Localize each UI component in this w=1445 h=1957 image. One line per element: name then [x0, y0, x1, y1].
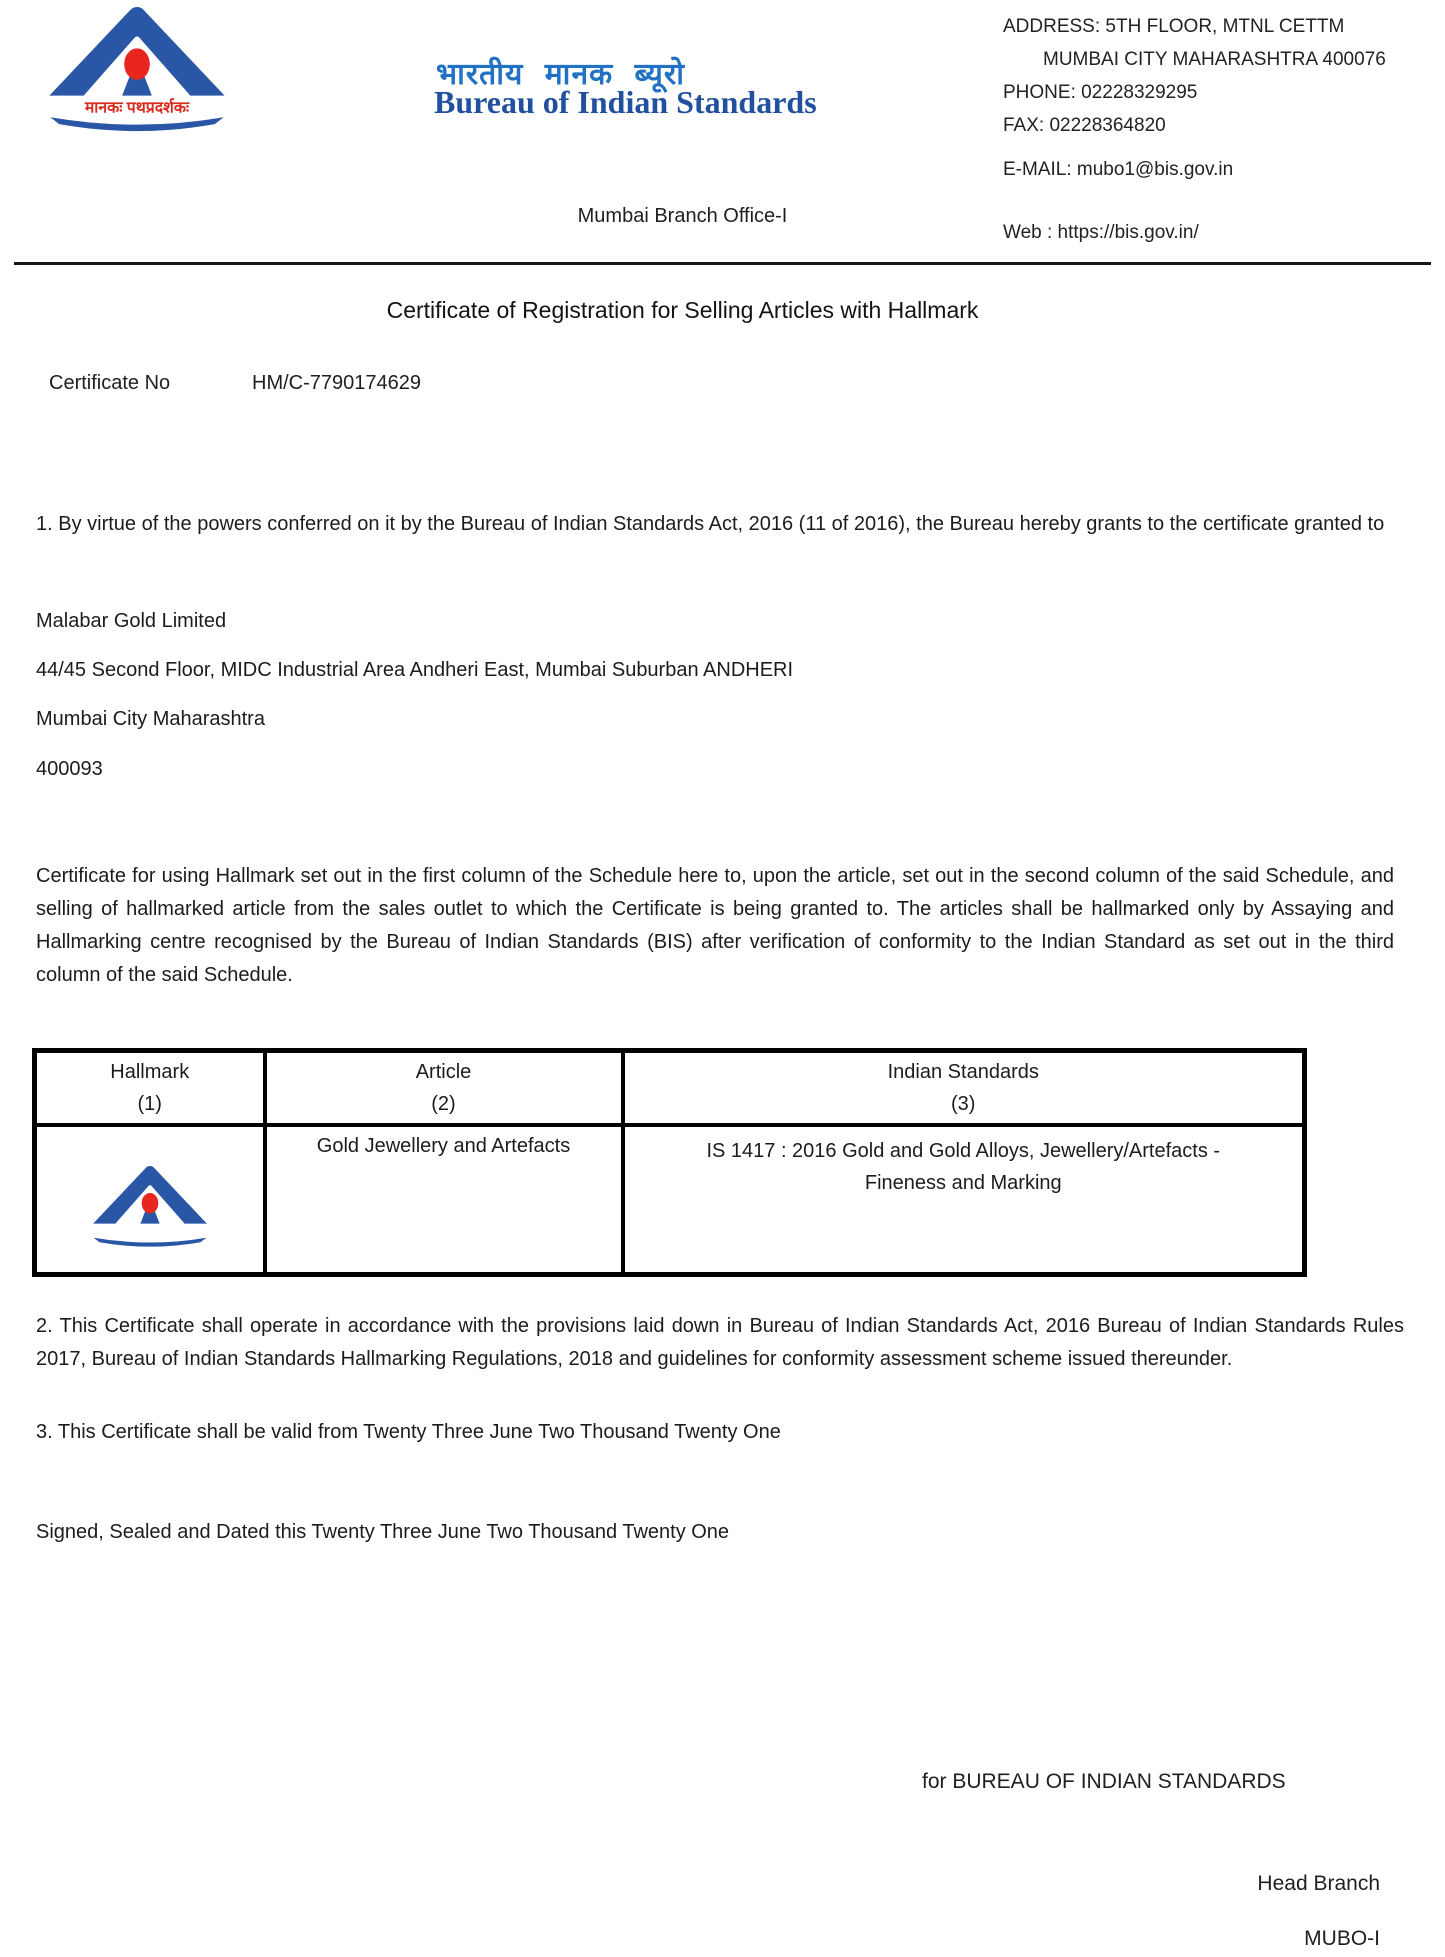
hallmark-cell [35, 1125, 265, 1275]
header-hallmark-number: (1) [137, 1092, 162, 1115]
contact-email: E-MAIL: mubo1@bis.gov.in [1003, 159, 1234, 180]
contact-fax: FAX: 02228364820 [1003, 115, 1166, 136]
schedule-header-standards [623, 1051, 1305, 1125]
page-title: Certificate of Registration for Selling Articles with Hallmark [386, 297, 979, 323]
grantee-pincode: 400093 [36, 758, 103, 780]
schedule-data-row [35, 1125, 1305, 1275]
contact-address-line2: MUMBAI CITY MAHARASHTRA 400076 [1043, 49, 1386, 70]
schedule-header-hallmark [35, 1051, 265, 1125]
header-hallmark-label: Hallmark [110, 1060, 190, 1083]
schedule-table [32, 1048, 1307, 1277]
header-article-label: Article [415, 1060, 472, 1083]
org-name-hindi: भारतीय मानक ब्यूरो [436, 58, 685, 91]
grantee-address-line1: 44/45 Second Floor, MIDC Industrial Area Andheri East, Mumbai Suburban ANDHERI [36, 659, 794, 681]
clause-3: 3. This Certificate shall be valid from Twenty Three June Two Thousand Twenty One [36, 1421, 781, 1443]
certificate-no-value: HM/C-7790174629 [252, 372, 421, 394]
branch-office: Mumbai Branch Office-I [577, 205, 788, 227]
indian-standard-cell: IS 1417 : 2016 Gold and Gold Alloys, Jewellery/Artefacts - Fineness and Marking [623, 1125, 1305, 1275]
header-article-number: (2) [431, 1092, 456, 1115]
contact-web: Web : https://bis.gov.in/ [1003, 222, 1199, 243]
clause-2: 2. This Certificate shall operate in accordance with the provisions laid down in Bureau of Indian Standards Act, 2016 Bureau of Indian Standards Rules 2017, Bureau of Indian Standards Hallmarking Regulations, 2018 and guidelines for conformity assessment scheme issued thereunder. [36, 1315, 1404, 1370]
signature-for-org: for BUREAU OF INDIAN STANDARDS [922, 1770, 1286, 1793]
schedule-header-row [35, 1051, 1305, 1125]
contact-phone: PHONE: 02228329295 [1003, 82, 1198, 103]
header-standards-label: Indian Standards [887, 1060, 1039, 1083]
grantee-name: Malabar Gold Limited [36, 610, 227, 632]
schedule-header-article [265, 1051, 623, 1125]
bis-hallmark-logo-icon [37, 1147, 263, 1267]
hallmark-clause: Certificate for using Hallmark set out in the first column of the Schedule here to, upon the article, set out in the second column of the said Schedule, and selling of hallmarked article from the sales outlet to which the Certificate is being granted to. The articles shall be hallmarked only by Assaying and Hallmarking centre recognised by the Bureau of Indian Standards (BIS) after verification of conformity to the Indian Standard as set out in the third column of the said Schedule. [36, 865, 1394, 986]
org-name-english: Bureau of Indian Standards [434, 84, 817, 120]
bis-logo-icon [38, 4, 236, 136]
contact-address-line1: ADDRESS: 5TH FLOOR, MTNL CETTM [1003, 16, 1345, 37]
signature-office-code: MUBO-I [1304, 1927, 1380, 1950]
article-cell: Gold Jewellery and Artefacts [265, 1125, 623, 1275]
signed-sealed-line: Signed, Sealed and Dated this Twenty Three June Two Thousand Twenty One [36, 1521, 730, 1543]
certificate-no-label: Certificate No [49, 372, 171, 394]
grantee-address-line2: Mumbai City Maharashtra [36, 708, 265, 730]
bis-motto-text: मानकः पथप्रदर्शकः [84, 99, 190, 117]
clause-1: 1. By virtue of the powers conferred on it by the Bureau of Indian Standards Act, 2016 (11 of 2016), the Bureau hereby grants to the certificate granted to [36, 513, 1385, 535]
header-divider [14, 262, 1431, 265]
signature-designation: Head Branch [1257, 1872, 1380, 1895]
header-standards-number: (3) [951, 1092, 976, 1115]
